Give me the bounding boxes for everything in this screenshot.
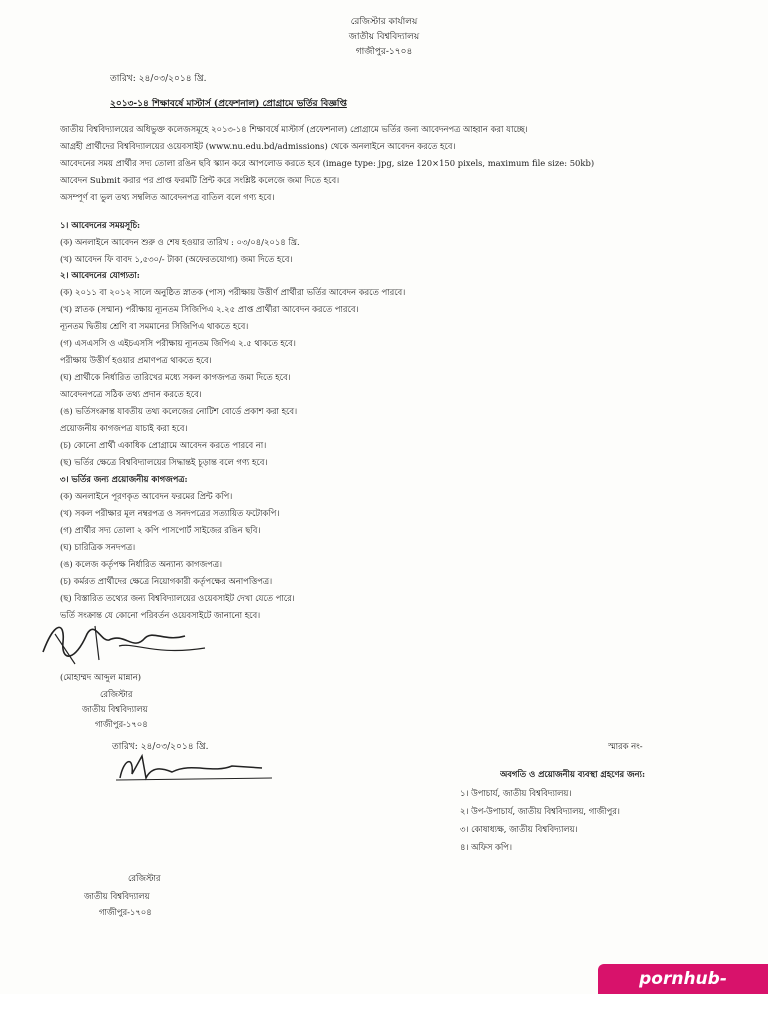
section-2-line-9: প্রয়োজনীয় কাগজপত্র যাচাই করা হবে। bbox=[60, 423, 188, 433]
signatory-1-place: গাজীপুর-১৭০৪ bbox=[95, 719, 148, 729]
distribution-item-2: ২। উপ-উপাচার্য, জাতীয় বিশ্ববিদ্যালয়, গাজীপুর। bbox=[460, 806, 620, 816]
notice-subject: ২০১৩-১৪ শিক্ষাবর্ষে মাস্টার্স (প্রফেশনাল) প্রোগ্রামে ভর্তির বিজ্ঞপ্তি bbox=[110, 99, 347, 109]
distribution-item-1: ১। উপাচার্য, জাতীয় বিশ্ববিদ্যালয়। bbox=[460, 788, 572, 798]
distribution-item-3: ৩। কোষাধ্যক্ষ, জাতীয় বিশ্ববিদ্যালয়। bbox=[460, 824, 578, 834]
distribution-item-4: ৪। অফিস কপি। bbox=[460, 842, 512, 852]
section-1-heading: ১। আবেদনের সময়সূচি: bbox=[60, 220, 141, 230]
distribution-heading: অবগতি ও প্রয়োজনীয় ব্যবস্থা গ্রহণের জন্য: bbox=[500, 769, 646, 779]
intro-line-1: জাতীয় বিশ্ববিদ্যালয়ের অধিভুক্ত কলেজসমূহে ২০১৩-১৪ শিক্ষাবর্ষে মাস্টার্স (প্রফেশনাল) প্রোগ্রামে ভর্তির জন্য আবেদনপত্র আহ্বান করা যাচ্ছে। bbox=[60, 124, 528, 134]
section-2-line-7: আবেদনপত্রে সঠিক তথ্য প্রদান করতে হবে। bbox=[60, 389, 202, 399]
section-3-line-3: (গ) প্রার্থীর সদ্য তোলা ২ কপি পাসপোর্ট সাইজের রঙিন ছবি। bbox=[60, 525, 261, 535]
section-2-line-5: পরীক্ষায় উত্তীর্ণ হওয়ার প্রমাণপত্র থাকতে হবে। bbox=[60, 355, 212, 365]
distribution-ref: স্মারক নং- bbox=[608, 741, 643, 751]
signatory-2-place: গাজীপুর-১৭০৪ bbox=[99, 907, 152, 917]
intro-line-2: আগ্রহী প্রার্থীদের বিশ্ববিদ্যালয়ের ওয়েবসাইট (www.nu.edu.bd/admissions) থেকে অনলাইনে আবেদন করতে হবে। bbox=[60, 141, 456, 151]
section-2-line-11: (ছ) ভর্তির ক্ষেত্রে বিশ্ববিদ্যালয়ের সিদ্ধান্তই চূড়ান্ত বলে গণ্য হবে। bbox=[60, 457, 268, 467]
section-2-heading: ২। আবেদনের যোগ্যতা: bbox=[60, 270, 140, 280]
signature-2 bbox=[112, 748, 282, 788]
signatory-1-title: রেজিস্টার bbox=[100, 689, 133, 699]
signature-1 bbox=[35, 612, 215, 674]
section-3-line-5: (ঙ) কলেজ কর্তৃপক্ষ নির্ধারিত অন্যান্য কাগজপত্র। bbox=[60, 559, 223, 569]
section-3-line-4: (ঘ) চারিত্রিক সনদপত্র। bbox=[60, 542, 136, 552]
section-1-item-2: (খ) আবেদন ফি বাবদ ১,৫৩০/- টাকা (অফেরতযোগ্য) জমা দিতে হবে। bbox=[60, 254, 293, 264]
section-2-line-1: (ক) ২০১১ বা ২০১২ সালে অনুষ্ঠিত স্নাতক (পাস) পরীক্ষায় উত্তীর্ণ প্রার্থীরা ভর্তির আবেদন করতে পারবে। bbox=[60, 287, 406, 297]
section-3-line-8: ভর্তি সংক্রান্ত যে কোনো পরিবর্তন ওয়েবসাইটে জানানো হবে। bbox=[60, 610, 261, 620]
section-2-line-10: (চ) কোনো প্রার্থী একাধিক প্রোগ্রামে আবেদন করতে পারবে না। bbox=[60, 440, 267, 450]
section-2-line-8: (ঙ) ভর্তিসংক্রান্ত যাবতীয় তথ্য কলেজের নোটিশ বোর্ডে প্রকাশ করা হবে। bbox=[60, 406, 298, 416]
section-2-line-6: (ঘ) প্রার্থীকে নির্ধারিত তারিখের মধ্যে সকল কাগজপত্র জমা দিতে হবে। bbox=[60, 372, 291, 382]
signatory-2-office: জাতীয় বিশ্ববিদ্যালয় bbox=[84, 891, 150, 901]
section-3-line-6: (চ) কর্মরত প্রার্থীদের ক্ষেত্রে নিয়োগকারী কর্তৃপক্ষের অনাপত্তিপত্র। bbox=[60, 576, 273, 586]
intro-line-4: আবেদন Submit করার পর প্রাপ্ত ফরমটি প্রিন্ট করে সংশ্লিষ্ট কলেজে জমা দিতে হবে। bbox=[60, 175, 340, 185]
signatory-2-label: রেজিস্টার bbox=[128, 873, 161, 883]
intro-line-3: আবেদনের সময় প্রার্থীর সদ্য তোলা রঙিন ছবি স্ক্যান করে আপলোড করতে হবে (image type: jpg, size 120×150 pixels, maximum file size: 50kb) bbox=[60, 158, 595, 168]
letterhead-line-2: জাতীয় বিশ্ববিদ্যালয় bbox=[348, 32, 420, 42]
section-3-line-1: (ক) অনলাইনে পূরণকৃত আবেদন ফরমের প্রিন্ট কপি। bbox=[60, 491, 233, 501]
section-3-heading: ৩। ভর্তির জন্য প্রয়োজনীয় কাগজপত্র: bbox=[60, 474, 188, 484]
distribution-date: তারিখ: ২৪/০৩/২০১৪ খ্রি. bbox=[112, 742, 209, 752]
signatory-1-name: (মোহাম্মদ আব্দুল মান্নান) bbox=[60, 672, 141, 682]
memo-date: তারিখ: ২৪/০৩/২০১৪ খ্রি. bbox=[110, 74, 207, 84]
section-2-line-2: (খ) স্নাতক (সম্মান) পরীক্ষায় ন্যূনতম সিজিপিএ ২.২৫ প্রাপ্ত প্রার্থীরা আবেদন করতে পারবে। bbox=[60, 304, 359, 314]
section-2-line-4: (গ) এসএসসি ও এইচএসসি পরীক্ষায় ন্যূনতম জিপিএ ২.৫ থাকতে হবে। bbox=[60, 338, 296, 348]
signatory-1-office: জাতীয় বিশ্ববিদ্যালয় bbox=[82, 704, 148, 714]
intro-line-5: অসম্পূর্ণ বা ভুল তথ্য সম্বলিত আবেদনপত্র বাতিল বলে গণ্য হবে। bbox=[60, 192, 275, 202]
section-3-line-2: (খ) সকল পরীক্ষার মূল নম্বরপত্র ও সনদপত্রের সত্যায়িত ফটোকপি। bbox=[60, 508, 280, 518]
section-1-item-1: (ক) অনলাইনে আবেদন শুরু ও শেষ হওয়ার তারিখ : ০৩/০৪/২০১৪ খ্রি. bbox=[60, 237, 300, 247]
site-watermark: pornhub-pics.com bbox=[598, 964, 768, 994]
section-3-line-7: (ছ) বিস্তারিত তথ্যের জন্য বিশ্ববিদ্যালয়ের ওয়েবসাইট দেখা যেতে পারে। bbox=[60, 593, 295, 603]
letterhead-line-3: গাজীপুর-১৭০৪ bbox=[355, 47, 413, 57]
section-2-line-3: ন্যূনতম দ্বিতীয় শ্রেণি বা সমমানের সিজিপিএ থাকতে হবে। bbox=[60, 321, 249, 331]
letterhead-line-1: রেজিস্টার কার্যালয় bbox=[350, 17, 418, 27]
